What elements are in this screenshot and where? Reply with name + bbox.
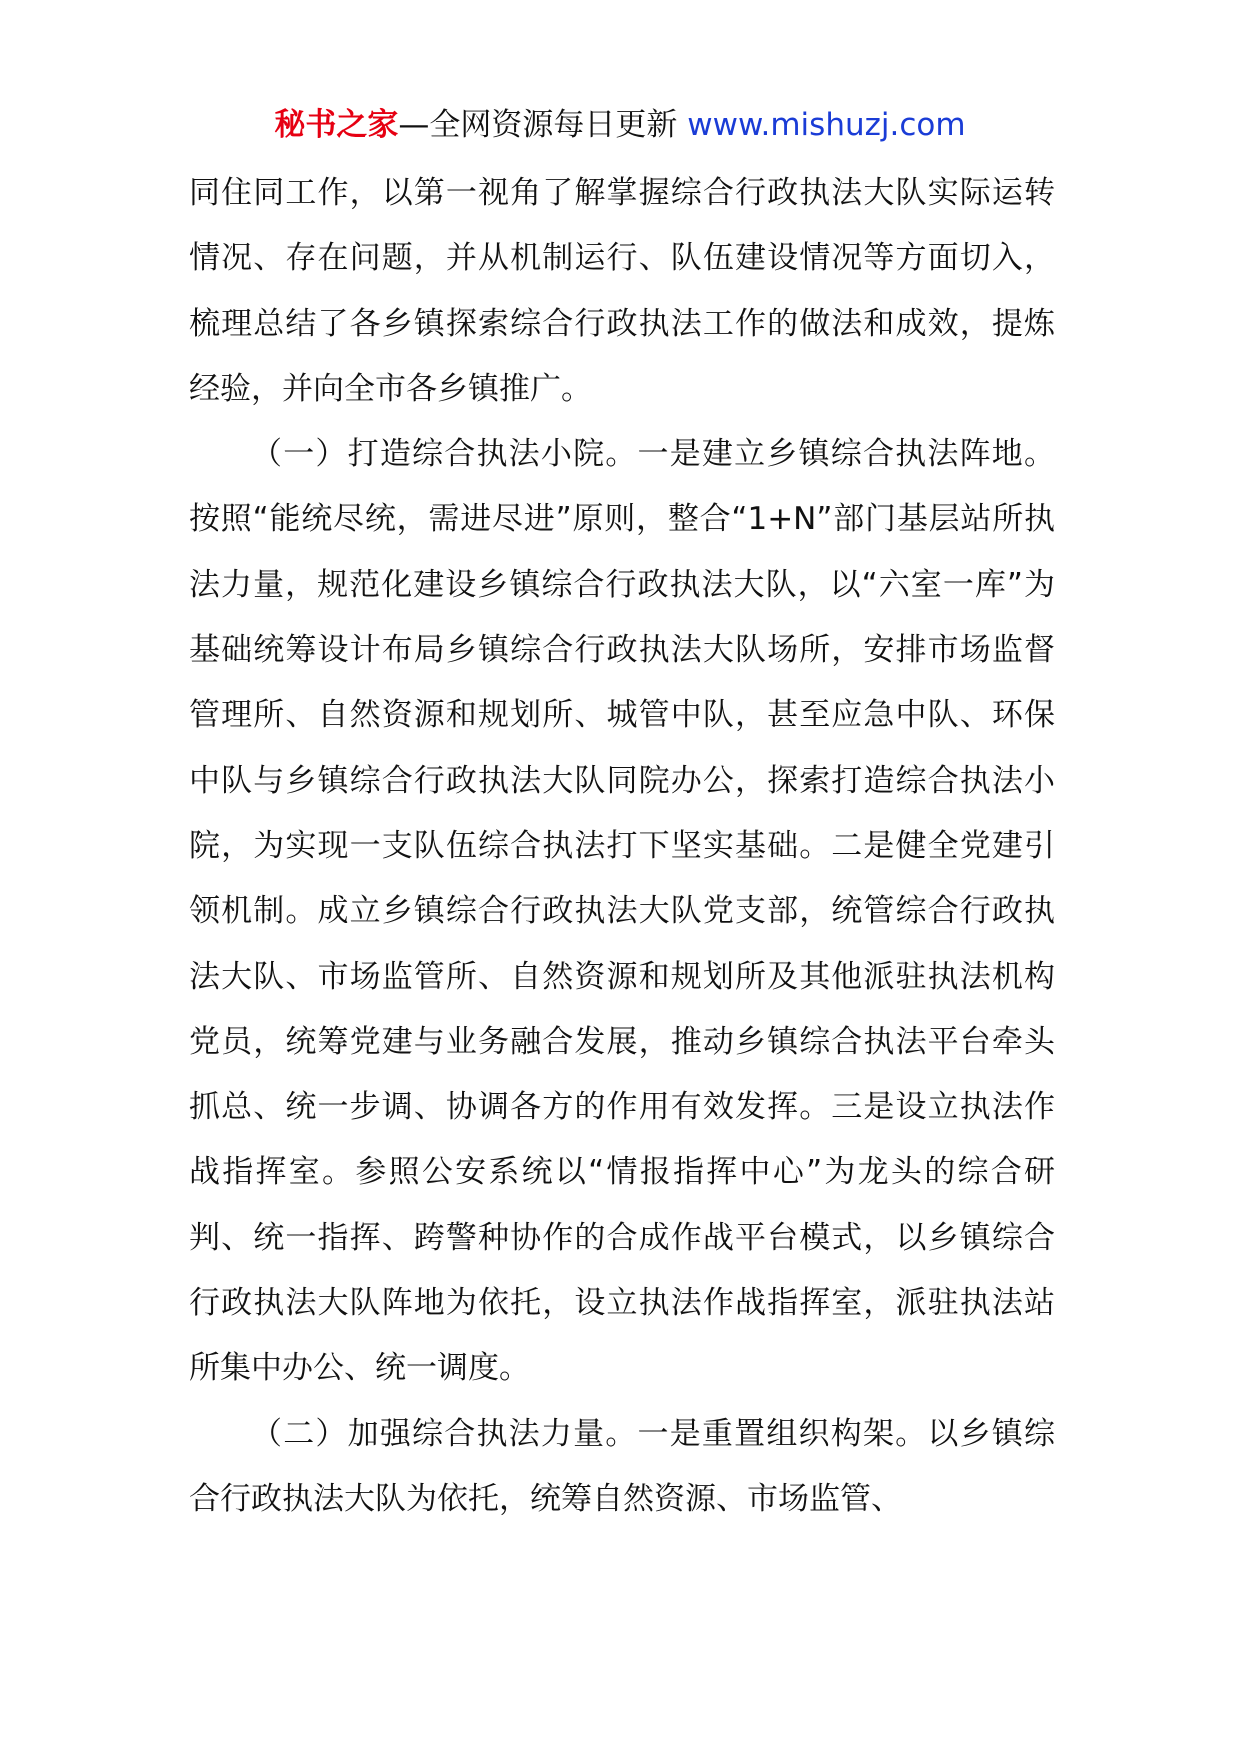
website-link[interactable]: www.mishuzj.com bbox=[687, 107, 966, 143]
paragraph-continuation: 同住同工作，以第一视角了解掌握综合行政执法大队实际运转情况、存在问题，并从机制运行、队伍建设情况等方面切入，梳理总结了各乡镇探索综合行政执法工作的做法和成效，提炼经验，并向全市各乡镇推广。 bbox=[189, 175, 1055, 407]
document-body bbox=[189, 161, 1055, 1532]
brand-name: 秘书之家 bbox=[274, 107, 399, 143]
header-tagline: —全网资源每日更新 bbox=[398, 107, 688, 143]
paragraph-section-1: （一）打造综合执法小院。一是建立乡镇综合执法阵地。按照“能统尽统，需进尽进”原则，整合“1+N”部门基层站所执法力量，规范化建设乡镇综合行政执法大队，以“六室一库”为基础统筹设计布局乡镇综合行政执法大队场所，安排市场监督管理所、自然资源和规划所、城管中队，甚至应急中队、环保中队与乡镇综合行政执法大队同院办公，探索打造综合执法小院，为实现一支队伍综合执法打下坚实基础。二是健全党建引领机制。成立乡镇综合行政执法大队党支部，统管综合行政执法大队、市场监管所、自然资源和规划所及其他派驻执法机构党员，统筹党建与业务融合发展，推动乡镇综合执法平台牵头抓总、统一步调、协调各方的作用有效发挥。三是设立执法作战指挥室。参照公安系统以“情报指挥中心”为龙头的综合研判、统一指挥、跨警种协作的合成作战平台模式，以乡镇综合行政执法大队阵地为依托，设立执法作战指挥室，派驻执法站所集中办公、统一调度。 bbox=[189, 436, 1055, 1387]
paragraph-section-2: （二）加强综合执法力量。一是重置组织构架。以乡镇综合行政执法大队为依托，统筹自然资源、市场监管、 bbox=[189, 1415, 1055, 1517]
page-header bbox=[0, 100, 1240, 150]
